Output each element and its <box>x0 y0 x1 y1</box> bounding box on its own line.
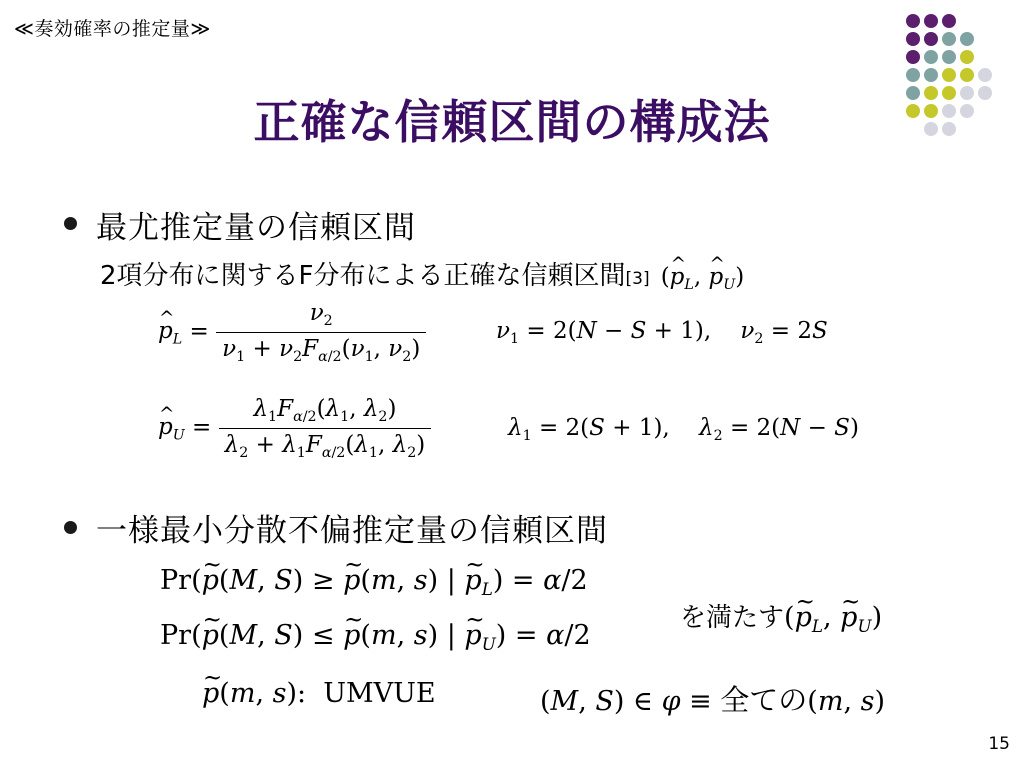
slide-title: 正確な信頼区間の構成法 <box>253 95 771 149</box>
bullet-heading-umvue: 一様最小分散不偏推定量の信頼区間 <box>96 513 608 549</box>
satisfy-text: を満たす <box>680 603 785 633</box>
citation: [3] <box>625 269 650 289</box>
formula-lambda-definitions: $\lambda_1 = 2(S + 1)$, $\lambda_2 = 2(N - S)$ <box>508 415 859 444</box>
umvue-label: UMVUE <box>323 678 436 709</box>
page-number: 15 <box>988 734 1010 754</box>
formula-p-lower: ^ $p_L$ = $\frac{\nu_2}{\nu_1 + \nu_2F_{\alpha/2}(\nu_1, \nu_2)}$ <box>158 300 426 365</box>
formula-prob-lower: Pr(~ p(M, S) ≥ ~ p(m, s) | ~ $p_L) = \alpha/2$ <box>160 565 588 599</box>
interval-notation-tilde: (~ $p_L$, ~ $p_U$) <box>784 602 882 633</box>
bullet-point <box>64 217 77 230</box>
formula-prob-upper: Pr(~ p(M, S) ≤ ~ p(m, s) | ~ $p_U) = \alpha/2$ <box>160 620 591 654</box>
formula-umvue-definition: ~ p(m, s): UMVUE <box>202 678 436 709</box>
all-text: 全ての <box>720 683 808 717</box>
bullet-point <box>64 521 77 534</box>
satisfy-clause <box>680 597 882 636</box>
bullet-subtext <box>100 255 744 293</box>
interval-notation-hat: (^ $p_L$, ^ $p_U$) <box>661 264 745 290</box>
formula-nu-definitions: $\nu_1 = 2(N - S + 1)$, $\nu_2 = 2S$ <box>496 318 828 347</box>
subtext-description: 2項分布に関するF分布による正確な信頼区間 <box>100 261 626 291</box>
bullet-heading-mle: 最尤推定量の信頼区間 <box>96 210 416 246</box>
formula-set-membership: (M, S) ∈ φ ≡ 全ての(m, s) <box>540 683 886 717</box>
formula-p-upper: ^ $p_U$ = $\frac{\lambda_1F_{\alpha/2}(\lambda_1, \lambda_2)}{\lambda_2 + \lambda_1F_{\alpha/2}(\lambda_1, \lambda_2)}$ <box>158 396 431 461</box>
slide-header: ≪奏効確率の推定量≫ <box>14 18 211 40</box>
